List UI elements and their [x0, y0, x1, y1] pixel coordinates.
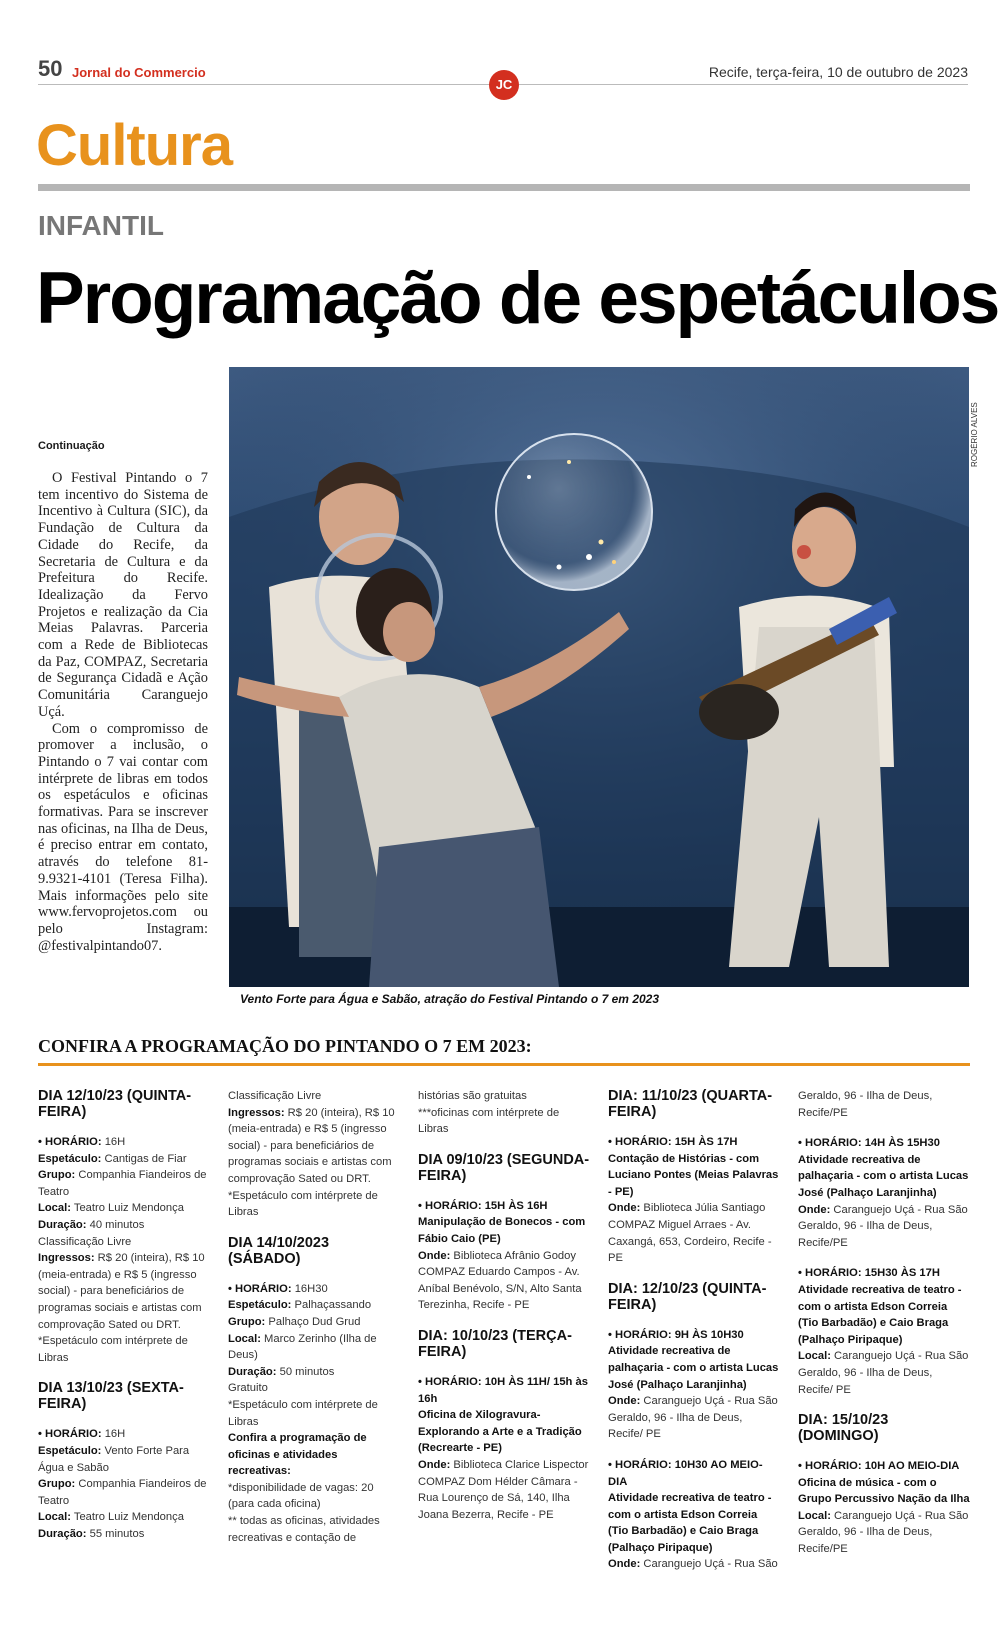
schedule-line-label: Oficina de música - com o Grupo Percussivo Nação da Ilha [798, 1476, 970, 1506]
schedule-line-value: Teatro Luiz Mendonça [70, 1202, 184, 1215]
schedule-line-value: Caranguejo Uçá - Rua São Geraldo, 96 - Ilha de Deus, Recife/ PE [798, 1350, 969, 1396]
schedule-line [228, 1281, 400, 1298]
schedule-line-value: *Espetáculo com intérprete de Libras [228, 1398, 378, 1428]
schedule-line-label: Grupo: [38, 1169, 76, 1182]
schedule-line [38, 1443, 210, 1476]
schedule-line-value: R$ 20 (inteira), R$ 10 (meia-entrada) e R$ 5 (ingresso social) - para beneficiários de programas sociais e artistas com comprovação Sated ou DRT. [228, 1106, 395, 1185]
schedule-line [38, 1234, 210, 1251]
schedule-line [38, 1134, 210, 1151]
dateline: Recife, terça-feira, 10 de outubro de 2023 [708, 64, 968, 80]
schedule-line [418, 1407, 590, 1457]
schedule-line [608, 1393, 780, 1443]
schedule-line-label: Grupo: [228, 1315, 266, 1328]
event-block [228, 1281, 400, 1547]
schedule-line-label: Onde: [418, 1249, 451, 1262]
schedule-line-value: 55 minutos [86, 1527, 145, 1540]
day-heading: DIA 12/10/23 (QUINTA-FEIRA) [38, 1088, 192, 1120]
day-heading: DIA 14/10/2023 (SÁBADO) [228, 1234, 330, 1267]
schedule-line-label: Manipulação de Bonecos - com Fábio Caio (PE) [418, 1216, 586, 1245]
article-paragraph: O Festival Pintando o 7 tem incentivo do Sistema de Incentivo à Cultura (SIC), da Fundação de Cultura da Cidade do Recife, da Secretaria de Cultura e da Prefeitura do Recife. Idealização da Fervo Projetos e realização da Cia Meias Palavras. Parceria com a Rede de Bibliotecas da Paz, COMPAZ, Secretaria de Segurança Cidadã e Ação Comunitária Caranguejo Uçá. [38, 470, 208, 720]
photo-credit: ROGÉRIO ALVES [970, 402, 979, 467]
schedule-line [228, 1105, 400, 1188]
schedule-line-value: Classificação Livre [228, 1090, 322, 1102]
event-block [608, 1327, 780, 1443]
photo-caption: Vento Forte para Água e Sabão, atração do Festival Pintando o 7 em 2023 [240, 992, 660, 1006]
schedule-line [38, 1476, 210, 1509]
schedule-line [798, 1348, 970, 1398]
schedule-line-label: Local: [38, 1511, 71, 1524]
day-heading: DIA: 12/10/23 (QUINTA-FEIRA) [608, 1280, 767, 1313]
schedule-line-label: Local: [798, 1509, 831, 1522]
schedule-line [228, 1314, 400, 1331]
newspaper-brand: Jornal do Commercio [72, 65, 206, 80]
stage-illustration [229, 367, 969, 987]
schedule-line [798, 1265, 970, 1282]
day-heading: DIA: 11/10/23 (QUARTA-FEIRA) [608, 1088, 773, 1120]
schedule-line-value: Palhaçassando [291, 1299, 372, 1312]
schedule-line [38, 1200, 210, 1217]
event-block [418, 1198, 590, 1314]
day-heading: DIA: 15/10/23 (DOMINGO) [798, 1412, 889, 1445]
schedule-line [228, 1297, 400, 1314]
schedule-line-label: Onde: [608, 1558, 641, 1571]
schedule-line-value: Teatro Luiz Mendonça [70, 1511, 184, 1524]
schedule-line-label: Atividade recreativa de teatro - com o artista Edson Correia (Tio Barbadão) e Caio Braga (Palhaço Piripaque) [798, 1283, 962, 1346]
schedule-line-value: ** todas as oficinas, atividades recreativas e contação de [228, 1515, 380, 1544]
schedule-line-value: Palhaço Dud Grud [265, 1315, 361, 1328]
schedule-line [798, 1475, 970, 1508]
schedule-line [608, 1217, 780, 1267]
schedule-line [228, 1088, 400, 1105]
schedule-line-label: Contação de Histórias - com Luciano Pontes (Meias Palavras - PE) [608, 1152, 779, 1198]
event-block [228, 1088, 400, 1221]
schedule-line [38, 1167, 210, 1200]
schedule-line [38, 1526, 210, 1543]
schedule-line-value: 40 minutos [86, 1218, 145, 1231]
schedule-line-value: COMPAZ Eduardo Campos - Av. Aníbal Benévolo, S/N, Alto Santa Terezinha, Recife - PE [418, 1266, 582, 1312]
event-block [608, 1457, 780, 1573]
schedule-line-label: Local: [38, 1202, 71, 1215]
schedule-line-label: Grupo: [38, 1478, 76, 1491]
schedule-line [228, 1430, 400, 1480]
schedule-line-label: • HORÁRIO: [38, 1136, 102, 1148]
schedule-line [38, 1250, 210, 1333]
headline: Programação de espetáculos [36, 258, 999, 339]
schedule-line-label: Confira a programação de oficinas e atividades recreativas: [228, 1432, 367, 1478]
schedule-line-label: Onde: [608, 1202, 641, 1215]
schedule-line-label: Atividade recreativa de teatro - com o artista Edson Correia (Tio Barbadão) e Caio Braga (Palhaço Piripaque) [608, 1492, 772, 1554]
section-title: Cultura [36, 113, 232, 178]
performance-photo [229, 367, 969, 987]
schedule-line-value: *Espetáculo com intérprete de Libras [38, 1335, 188, 1364]
schedule-line-value: 50 minutos [276, 1365, 335, 1378]
schedule-line-label: Duração: [38, 1527, 87, 1540]
schedule-line [418, 1214, 590, 1247]
schedule-line-value: 16H [101, 1136, 126, 1148]
schedule-line-value: Cantigas de Fiar [101, 1152, 187, 1165]
schedule-line [228, 1513, 400, 1546]
schedule-line [418, 1105, 590, 1138]
day-heading: DIA 09/10/23 (SEGUNDA-FEIRA) [418, 1151, 590, 1184]
schedule-line [798, 1135, 970, 1152]
schedule-line-value: histórias são gratuitas [418, 1090, 527, 1102]
schedule-line-label: Duração: [38, 1218, 87, 1231]
schedule-line [228, 1364, 400, 1381]
schedule-line-value: *disponibilidade de vagas: 20 (para cada oficina) [228, 1481, 374, 1511]
event-block [798, 1458, 970, 1558]
schedule-line-label: • HORÁRIO: 10H30 AO MEIO-DIA [608, 1458, 763, 1488]
schedule-line-value: *Espetáculo com intérprete de Libras [228, 1189, 378, 1219]
schedule-line [608, 1327, 780, 1344]
kicker: INFANTIL [38, 210, 164, 241]
schedule-line-label: Ingressos: [38, 1252, 95, 1265]
schedule-column-1 [38, 1088, 210, 1556]
program-title: CONFIRA A PROGRAMAÇÃO DO PINTANDO O 7 EM 2023: [38, 1036, 532, 1056]
event-block [38, 1426, 210, 1542]
schedule-line [418, 1457, 590, 1474]
day-heading: DIA: 10/10/23 (TERÇA-FEIRA) [418, 1327, 572, 1360]
schedule-line-value: Companhia Fiandeiros de Teatro [38, 1478, 207, 1507]
schedule-line-value: Caranguejo Uçá - Rua São Geraldo, 96 - Ilha de Deus, Recife/PE [798, 1203, 968, 1249]
schedule-column-3 [418, 1088, 590, 1537]
schedule-line-value: Companhia Fiandeiros de Teatro [38, 1169, 207, 1198]
schedule-line [418, 1474, 590, 1524]
schedule-column-5 [798, 1088, 970, 1572]
schedule-line-value: Caranguejo Uçá - Rua São Geraldo, 96 - Ilha de Deus, Recife/ PE [608, 1395, 778, 1441]
schedule-line-value: Caranguejo Uçá - Rua São [640, 1558, 778, 1571]
schedule-line [608, 1200, 780, 1217]
event-block [798, 1088, 970, 1121]
schedule-line-label: Ingressos: [228, 1106, 285, 1119]
schedule-line [798, 1202, 970, 1252]
schedule-line [228, 1480, 400, 1513]
schedule-line-value: COMPAZ Miguel Arraes - Av. Caxangá, 653, Cordeiro, Recife - PE [608, 1218, 772, 1265]
jc-logo: JC [489, 70, 519, 100]
event-block [798, 1265, 970, 1398]
schedule-line-value: Classificação Livre [38, 1235, 132, 1248]
schedule-line-label: • HORÁRIO: [38, 1428, 102, 1441]
schedule-line-label: Oficina de Xilogravura- Explorando a Arte e a Tradição (Recrearte - PE) [418, 1409, 582, 1455]
schedule-line-label: • HORÁRIO: 10H ÀS 11H/ 15h às 16h [418, 1375, 588, 1405]
schedule-line [798, 1458, 970, 1475]
event-block [798, 1135, 970, 1251]
schedule-line-value: R$ 20 (inteira), R$ 10 (meia-entrada) e R$ 5 (ingresso social) - para beneficiários de programas sociais e artistas com comprovação Sated ou DRT. [38, 1252, 205, 1331]
schedule-line [608, 1151, 780, 1201]
schedule-line-label: • HORÁRIO: 15H30 ÀS 17H [798, 1267, 940, 1280]
event-block [418, 1374, 590, 1523]
schedule-line-label: • HORÁRIO: [228, 1282, 292, 1295]
schedule-line [798, 1152, 970, 1202]
schedule-line [608, 1134, 780, 1151]
schedule-line-label: Onde: [608, 1395, 641, 1408]
event-block [38, 1134, 210, 1366]
schedule-line-label: • HORÁRIO: 15H ÀS 17H [608, 1136, 738, 1148]
schedule-line [228, 1331, 400, 1364]
schedule-line-value: Marco Zerinho (Ilha de Deus) [228, 1332, 377, 1362]
schedule-line-label: Espetáculo: [38, 1444, 102, 1457]
schedule-line-value: Biblioteca Clarice Lispector [450, 1458, 589, 1471]
schedule-line [38, 1509, 210, 1526]
section-rule [38, 184, 970, 191]
schedule-line-label: Atividade recreativa de palhaçaria - com o artista Lucas José (Palhaço Laranjinha) [798, 1153, 969, 1199]
schedule-line-value: ***oficinas com intérprete de Libras [418, 1106, 560, 1136]
day-heading: DIA 13/10/23 (SEXTA-FEIRA) [38, 1380, 184, 1413]
schedule-line-label: Espetáculo: [228, 1299, 292, 1312]
schedule-line-value: COMPAZ Dom Hélder Câmara - Rua Lourenço de Sá, 140, Ilha Joana Bezerra, Recife - PE [418, 1475, 578, 1521]
schedule-line-value: Vento Forte Para Água e Sabão [38, 1444, 190, 1474]
schedule-line-label: Local: [228, 1332, 261, 1345]
article-paragraph: Com o compromisso de promover a inclusão, o Pintando o 7 vai contar com intérprete de libras em todos os espetáculos e oficinas formativas. Para se inscrever nas oficinas, na Ilha de Deus, é preciso entrar em contato, através do telefone 81- 9.9321-4101 (Teresa Filha). Mais informações pelo site www.fervoprojetos.com ou pelo Instagram: @festivalpintando07. [38, 720, 208, 954]
schedule-line [38, 1151, 210, 1168]
schedule-line-value: Biblioteca Afrânio Godoy [450, 1249, 576, 1262]
schedule-line [38, 1426, 210, 1443]
schedule-line-label: Onde: [798, 1203, 831, 1216]
schedule-line [608, 1343, 780, 1393]
schedule-line-value: Caranguejo Uçá - Rua São Geraldo, 96 - Ilha de Deus, Recife/PE [798, 1509, 969, 1556]
schedule-line [418, 1088, 590, 1105]
page-number: 50 [38, 56, 63, 81]
schedule-column-4 [608, 1088, 780, 1587]
schedule-column-2 [228, 1088, 400, 1560]
event-block [418, 1088, 590, 1138]
schedule-line-label: Local: [798, 1350, 831, 1363]
schedule-line-label: • HORÁRIO: 14H ÀS 15H30 [798, 1137, 940, 1150]
schedule-line [798, 1088, 970, 1121]
schedule-line [38, 1217, 210, 1234]
schedule-line-label: Atividade recreativa de palhaçaria - com o artista Lucas José (Palhaço Laranjinha) [608, 1345, 779, 1391]
event-block [608, 1134, 780, 1267]
schedule-line [228, 1397, 400, 1430]
schedule-line [418, 1264, 590, 1314]
schedule-line [608, 1457, 780, 1490]
schedule-line-value: Gratuito [228, 1382, 268, 1395]
schedule-line [418, 1198, 590, 1215]
schedule-line [798, 1508, 970, 1558]
schedule-line-value: Biblioteca Júlia Santiago [640, 1202, 766, 1215]
schedule-line [608, 1556, 780, 1573]
schedule-line-value: 16H [101, 1428, 126, 1441]
schedule-line [228, 1188, 400, 1221]
schedule-line-label: Espetáculo: [38, 1152, 102, 1165]
schedule-line-value: 16H30 [291, 1282, 328, 1295]
schedule-line [418, 1374, 590, 1407]
schedule-line [228, 1380, 400, 1397]
schedule-line [608, 1490, 780, 1556]
schedule-line-label: • HORÁRIO: 15H ÀS 16H [418, 1199, 548, 1212]
schedule-line-value: Geraldo, 96 - Ilha de Deus, Recife/PE [798, 1090, 933, 1119]
program-rule [38, 1063, 970, 1066]
schedule-line-label: Onde: [418, 1458, 451, 1471]
schedule-line-label: • HORÁRIO: 10H AO MEIO-DIA [798, 1460, 960, 1473]
continuation-label: Continuação [38, 440, 105, 452]
article-body [38, 470, 208, 954]
schedule-line-label: • HORÁRIO: 9H ÀS 10H30 [608, 1328, 744, 1341]
schedule-line [418, 1248, 590, 1265]
schedule-line-label: Duração: [228, 1365, 277, 1378]
schedule-line [798, 1282, 970, 1348]
schedule-line [38, 1333, 210, 1366]
